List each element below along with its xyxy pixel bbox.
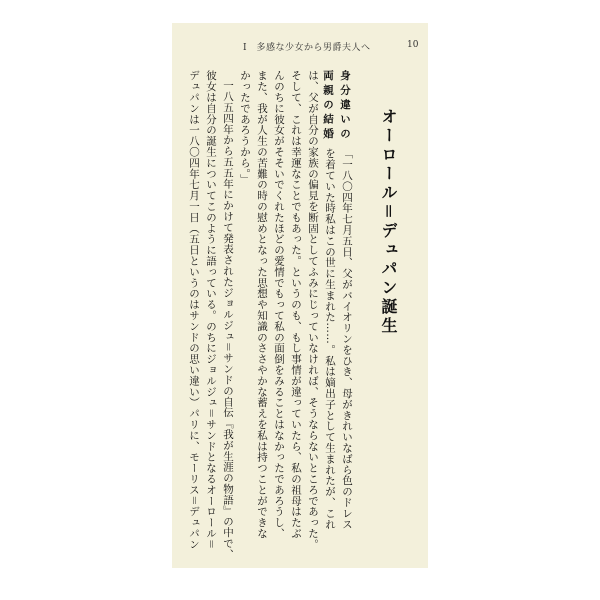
- body-line-6: また、我が人生の苦難の時の慰めとなった思想や知識のささやかな蓄えを私は持つことができな: [256, 70, 268, 539]
- body-line-4: そして、これは幸運なことでもあった。というのも、もし事情が違っていたら、私の祖母はたぶ: [290, 70, 302, 539]
- running-head: I 多感な少女から男爵夫人へ: [243, 43, 371, 53]
- body-line-7: かったであろうから。」: [239, 70, 251, 185]
- chapter-title: オーロール＝デュパン誕生: [379, 108, 398, 337]
- body-line-8: 一八五四年から五五年にかけて発表されたジョルジュ＝サンドの自伝『我が生涯の物語』の中で、: [222, 80, 234, 560]
- body-line-9: 彼女は自分の誕生についてこのように語っている。のちにジョルジュ＝サンドとなるオーロール＝: [205, 70, 217, 550]
- side-heading-2: 両親の結婚: [322, 70, 334, 143]
- page-number: 10: [407, 40, 419, 50]
- body-line-10: デュパンは一八〇四年七月一日（五日というのはサンドの思い違い）パリに、モーリス＝デュパン: [188, 70, 200, 550]
- body-line-3: は、父が自分の家族の偏見を断固としてふみにじっていなければ、そうならないところであった。: [307, 70, 319, 550]
- body-line-2: を着ていた時私はこの世に生まれた……。私は嫡出子として生まれたが、これ: [324, 148, 336, 530]
- side-heading-1: 身分違いの: [339, 70, 351, 143]
- body-line-5: んのちに彼女がそそいでくれたほどの愛情でもって私の面倒をみることはなかったであろうし、: [273, 70, 285, 539]
- body-line-1: 「一八〇四年七月五日、父がバイオリンをひき、母がきれいなばら色のドレス: [341, 148, 353, 530]
